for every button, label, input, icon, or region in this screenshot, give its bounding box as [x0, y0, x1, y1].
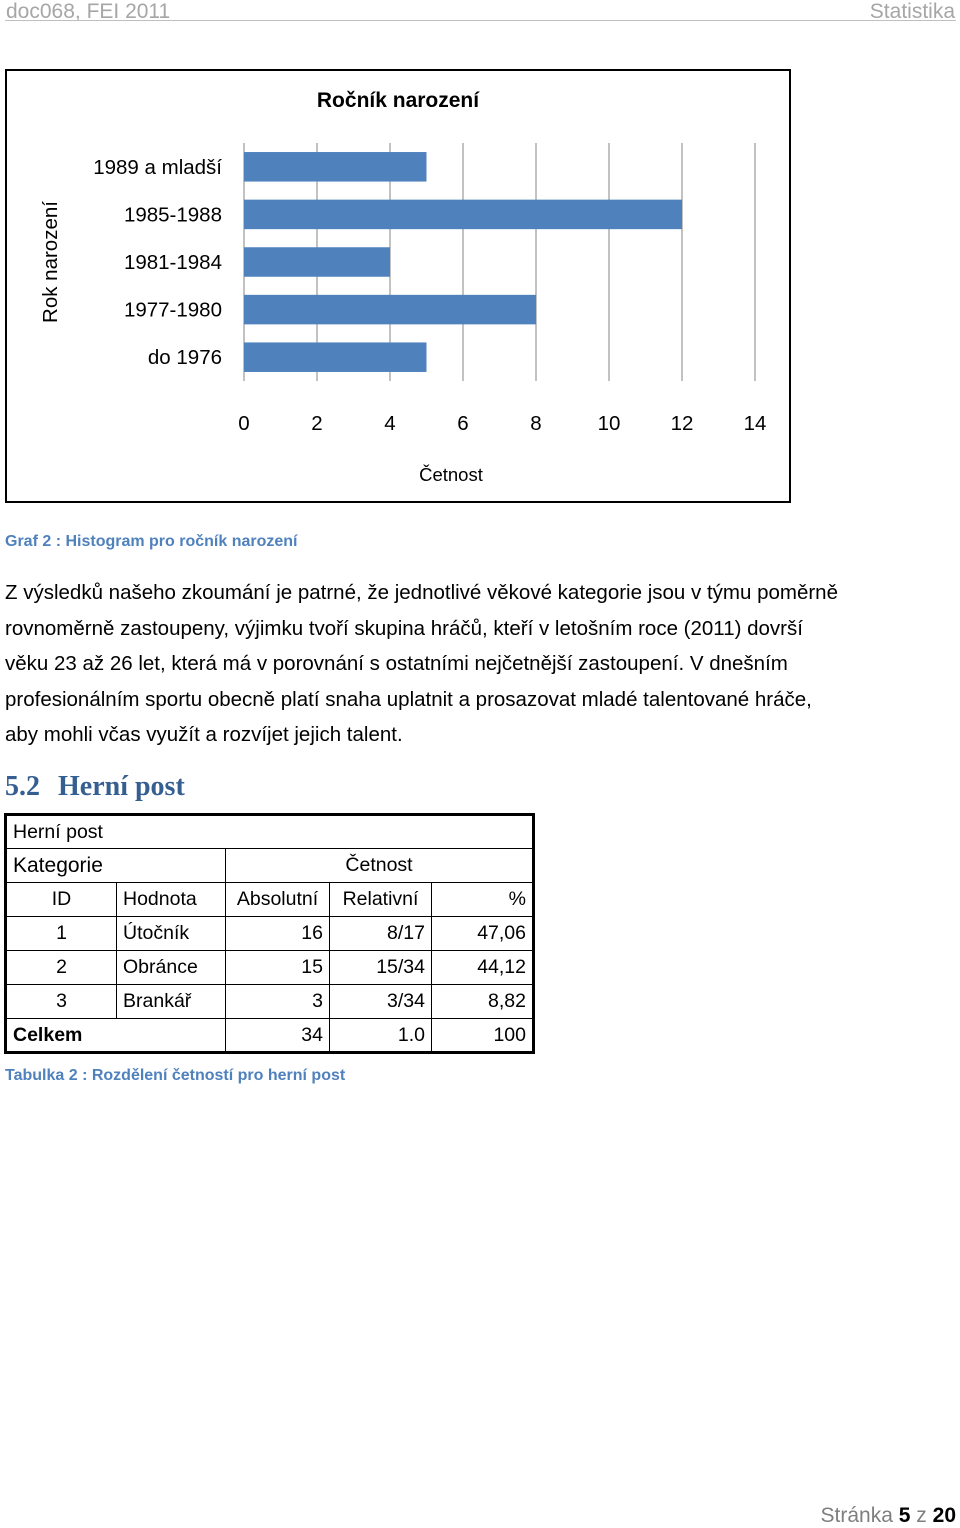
- cell-id: 2: [6, 951, 117, 985]
- total-percent: 100: [432, 1019, 534, 1053]
- cell-relative: 8/17: [330, 917, 432, 951]
- x-tick-label: 6: [457, 412, 469, 435]
- column-header-id: ID: [6, 883, 117, 917]
- cell-absolute: 16: [226, 917, 330, 951]
- table-row: [6, 951, 534, 985]
- total-relative: 1.0: [330, 1019, 432, 1053]
- section-heading: [5, 771, 185, 803]
- footer-prefix: Stránka: [820, 1504, 893, 1527]
- cell-value: Brankář: [117, 985, 226, 1019]
- x-tick-label: 12: [670, 412, 694, 435]
- table-frequency-header: Četnost: [226, 849, 534, 883]
- bar: [244, 247, 390, 277]
- total-absolute: 34: [226, 1019, 330, 1053]
- body-paragraph: [5, 575, 945, 753]
- cell-value: Útočník: [117, 917, 226, 951]
- category-label: 1989 a mladší: [93, 155, 222, 179]
- cell-percent: 47,06: [432, 917, 534, 951]
- total-label: Celkem: [6, 1019, 226, 1053]
- x-tick-label: 2: [311, 412, 323, 435]
- cell-absolute: 3: [226, 985, 330, 1019]
- frequency-table: [4, 813, 535, 1054]
- table-total-row: [6, 1019, 534, 1053]
- cell-value: Obránce: [117, 951, 226, 985]
- table-category-header: Kategorie: [6, 849, 226, 883]
- column-header-value: Hodnota: [117, 883, 226, 917]
- x-tick-label: 4: [384, 412, 396, 435]
- x-tick-label: 0: [238, 412, 250, 435]
- bar-chart: [7, 71, 789, 501]
- category-label: 1981-1984: [123, 251, 222, 274]
- footer-total-pages: 20: [932, 1504, 956, 1527]
- cell-absolute: 15: [226, 951, 330, 985]
- category-label: 1977-1980: [123, 298, 222, 322]
- column-header-relative: Relativní: [330, 883, 432, 917]
- footer-page-number: 5: [898, 1504, 911, 1527]
- bar: [244, 152, 427, 182]
- chart-title: Ročník narození: [316, 89, 480, 112]
- category-label: do 1976: [147, 346, 222, 370]
- cell-relative: 3/34: [330, 985, 432, 1019]
- x-axis-title: Četnost: [419, 464, 483, 485]
- page-footer: [821, 1504, 956, 1528]
- table-row: [6, 917, 534, 951]
- paragraph-line: rovnoměrně zastoupeny, výjimku tvoří skupina hráčů, kteří v letošním roce (2011) dovrší: [5, 616, 803, 640]
- y-axis-title: Rok narození: [39, 201, 62, 323]
- paragraph-line: Z výsledků našeho zkoumání je patrné, že jednotlivé věkové kategorie jsou v týmu poměrně: [5, 581, 838, 604]
- header-subject: Statistika: [869, 0, 955, 23]
- table-title: Herní post: [6, 815, 534, 849]
- column-header-percent: %: [432, 883, 534, 917]
- paragraph-line: aby mohli včas využít a rozvíjet jejich talent.: [5, 723, 403, 746]
- footer-separator: z: [916, 1504, 927, 1527]
- header-rule: [5, 20, 956, 21]
- header-document-id: doc068, FEI 2011: [6, 0, 171, 23]
- bar: [244, 342, 427, 372]
- paragraph-line: profesionálním sportu obecně platí snaha uplatnit a prosazovat mladé talentované hráče,: [5, 687, 812, 711]
- column-header-absolute: Absolutní: [226, 883, 330, 917]
- section-number: 5.2: [5, 771, 40, 802]
- x-tick-label: 14: [743, 412, 767, 435]
- cell-percent: 44,12: [432, 951, 534, 985]
- bar: [244, 200, 682, 230]
- cell-relative: 15/34: [330, 951, 432, 985]
- x-tick-label: 10: [597, 412, 621, 435]
- section-title: Herní post: [58, 771, 185, 802]
- bar: [244, 295, 536, 325]
- cell-percent: 8,82: [432, 985, 534, 1019]
- chart-frame: [5, 69, 791, 503]
- category-label: 1985-1988: [123, 203, 222, 227]
- cell-id: 3: [6, 985, 117, 1019]
- cell-id: 1: [6, 917, 117, 951]
- table-caption: Tabulka 2 : Rozdělení četností pro herní post: [5, 1067, 346, 1084]
- paragraph-line: věku 23 až 26 let, která má v porovnání s ostatními nejčetnější zastoupení. V dnešním: [5, 652, 788, 675]
- chart-caption: Graf 2 : Histogram pro ročník narození: [5, 533, 298, 550]
- table-row: [6, 985, 534, 1019]
- x-tick-label: 8: [530, 412, 542, 435]
